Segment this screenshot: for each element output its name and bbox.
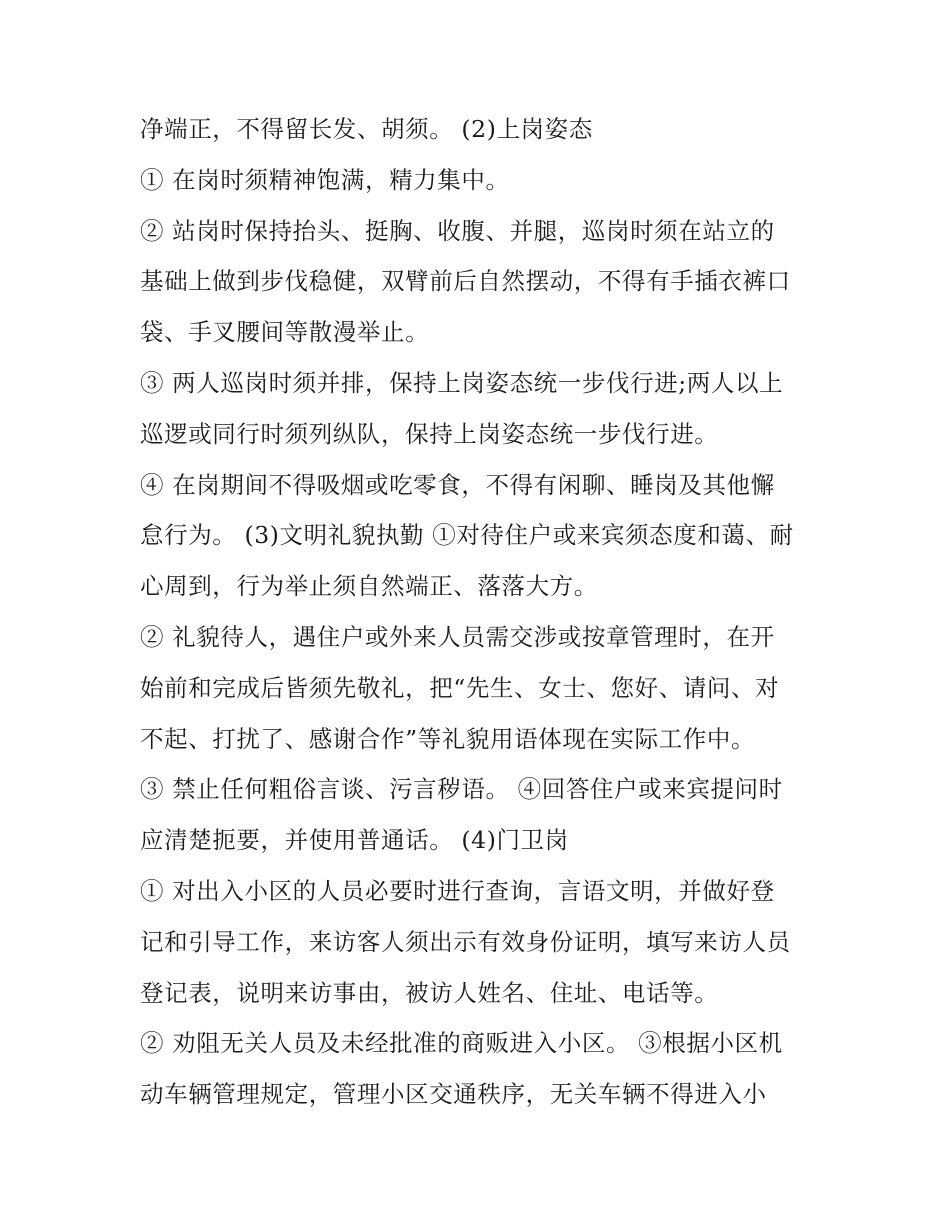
text-line: ② 站岗时保持抬头、挺胸、收腹、并腿，巡岗时须在站立的 bbox=[140, 216, 775, 245]
text-line: 不起、打扰了、感谢合作”等礼貌用语体现在实际工作中。 bbox=[140, 724, 756, 753]
body-text bbox=[140, 104, 820, 1120]
text-line: ① 对出入小区的人员必要时进行查询，言语文明，并做好登 bbox=[140, 876, 775, 905]
text-line: ③ 禁止任何粗俗言谈、污言秽语。 ④回答住户或来宾提问时 bbox=[140, 775, 783, 804]
text-line: 基础上做到步伐稳健，双臂前后自然摆动，不得有手插衣裤口 bbox=[140, 267, 791, 296]
text-line: 巡逻或同行时须列纵队，保持上岗姿态统一步伐行进。 bbox=[140, 419, 719, 448]
text-line: 登记表，说明来访事由，被访人姓名、住址、电话等。 bbox=[140, 978, 719, 1007]
text-line: ④ 在岗期间不得吸烟或吃零食，不得有闲聊、睡岗及其他懈 bbox=[140, 470, 775, 499]
text-line: ② 劝阻无关人员及未经批准的商贩进入小区。 ③根据小区机 bbox=[140, 1029, 783, 1058]
text-line: 袋、手叉腰间等散漫举止。 bbox=[140, 318, 430, 347]
text-line: 怠行为。 (3)文明礼貌执勤 ①对待住户或来宾须态度和蔼、耐 bbox=[140, 521, 794, 550]
text-line: 记和引导工作，来访客人须出示有效身份证明，填写来访人员 bbox=[140, 927, 791, 956]
text-line: ① 在岗时须精神饱满，精力集中。 bbox=[140, 165, 510, 194]
text-line: 始前和完成后皆须先敬礼，把“先生、女士、您好、请问、对 bbox=[140, 673, 780, 702]
text-line: 动车辆管理规定，管理小区交通秩序，无关车辆不得进入小 bbox=[140, 1080, 767, 1109]
text-line: ③ 两人巡岗时须并排，保持上岗姿态统一步伐行进;两人以上 bbox=[140, 368, 784, 397]
text-line: ② 礼貌待人，遇住户或外来人员需交涉或按章管理时，在开 bbox=[140, 622, 775, 651]
text-line: 净端正，不得留长发、胡须。 (2)上岗姿态 bbox=[140, 115, 593, 143]
text-line: 心周到，行为举止须自然端正、落落大方。 bbox=[140, 572, 598, 601]
text-line: 应清楚扼要，并使用普通话。 (4)门卫岗 bbox=[140, 826, 569, 855]
